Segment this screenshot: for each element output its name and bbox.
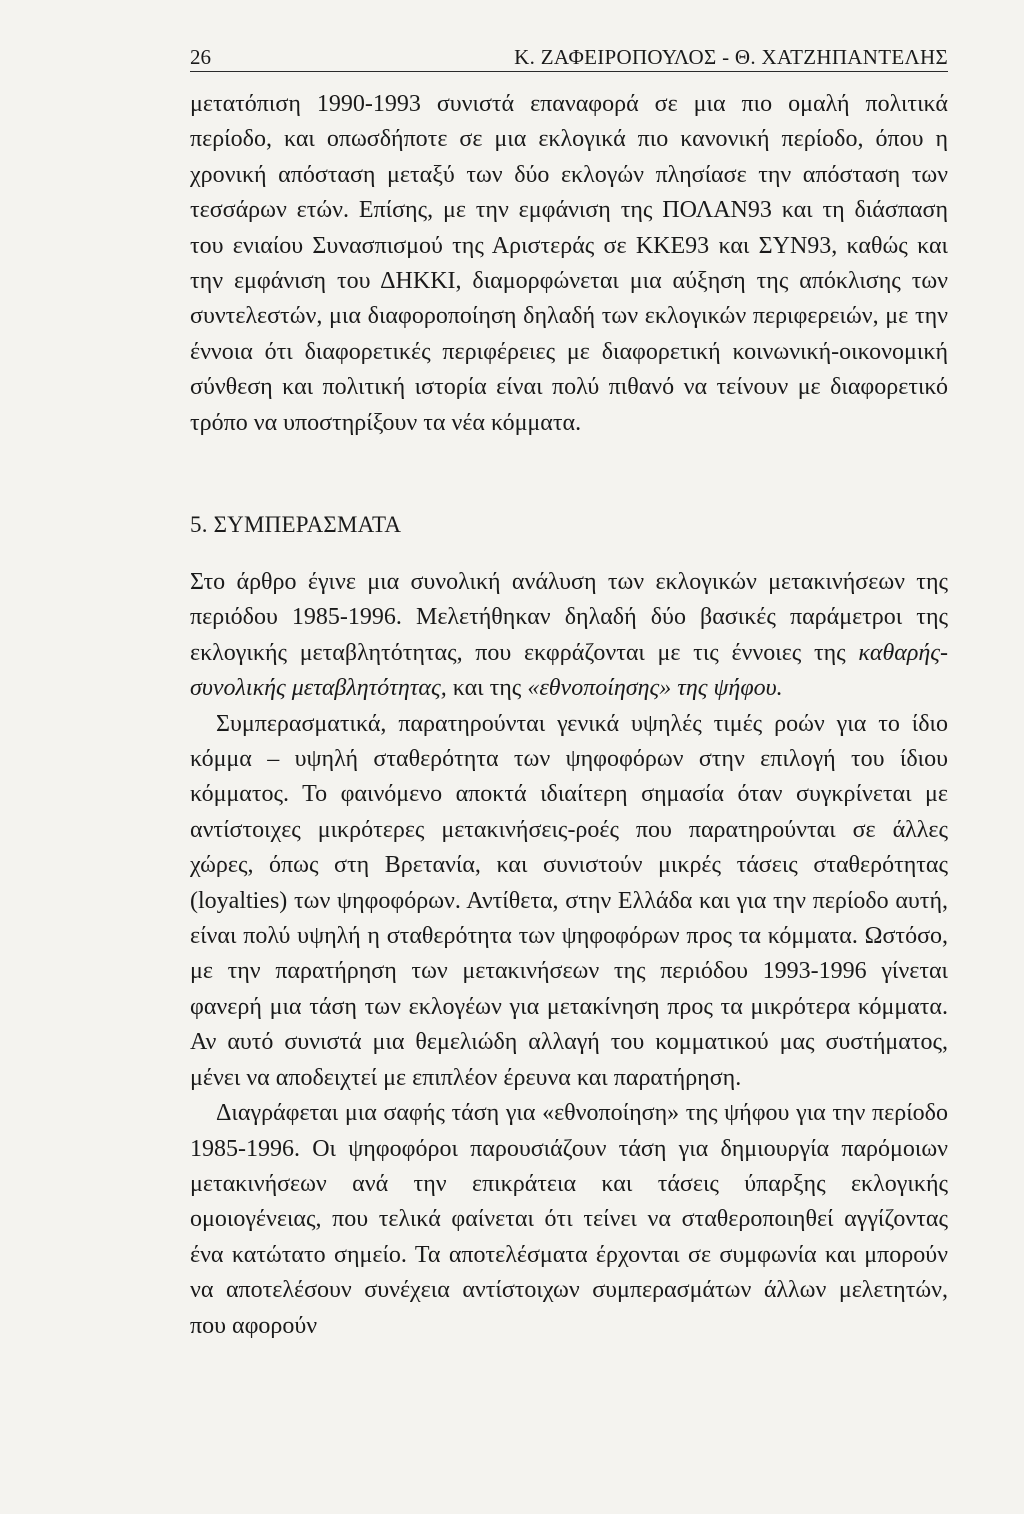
header-rule [190, 71, 948, 72]
conclusions-paragraph-3: Διαγράφεται μια σαφής τάση για «εθνοποίηση» της ψήφου για την περίοδο 1985-1996. Οι ψηφοφόροι παρουσιάζουν τάση για δημιουργία παρόμοιων μετακινήσεων ανά την επικράτεια και τάσεις ύπαρξης εκλογικής ομοιογένειας, που τελικά φαίνεται ότι τείνει να σταθεροποιηθεί αγγίζοντας ένα κατώτατο σημείο. Τα αποτελέσματα έρχονται σε συμφωνία και μπορούν να αποτελέσουν συνέχεια αντίστοιχων συμπερασμάτων άλλων μελετητών, που αφορούν [190, 1100, 948, 1339]
conclusions-paragraph-2: Συμπερασματικά, παρατηρούνται γενικά υψηλές τιμές ροών για το ίδιο κόμμα – υψηλή σταθερότητα των ψηφοφόρων στην επιλογή του ίδιου κόμματος. Το φαινόμενο αποκτά ιδιαίτερη σημασία όταν συγκρίνεται με αντίστοιχες μικρότερες μετακινήσεις-ροές που παρατηρούνται σε άλλες χώρες, όπως στη Βρετανία, και συνιστούν μικρές τάσεις σταθερότητας (loyalties) των ψηφοφόρων. Αντίθετα, στην Ελλάδα και για την περίοδο αυτή, είναι πολύ υψηλή η σταθερότητα των ψηφοφόρων προς τα κόμματα. Ωστόσο, με την παρατήρηση των μετακινήσεων της περιόδου 1993-1996 γίνεται φανερή μια τάση των εκλογέων για μετακίνηση προς τα μικρότερα κόμματα. Αν αυτό συνιστά μια θεμελιώδη αλλαγή του κομματικού μας συστήματος, μένει να αποδειχτεί με επιπλέον έρευνα και παρατήρηση. [190, 710, 948, 1091]
paragraph-1-text-a: Στο άρθρο έγινε μια συνολική ανάλυση των εκλογικών μετακινήσεων της περιόδου 1985-1996. Μελετήθηκαν δηλαδή δύο βασικές παράμετροι της εκλογικής μεταβλητότητας, που εκφράζονται με τις έννοιες της [190, 569, 948, 666]
paragraph-1-italic-term-a: καθαρής-συνολικής μεταβλητότητας, [190, 639, 948, 702]
running-head [190, 44, 948, 70]
running-title: Κ. ΖΑΦΕΙΡΟΠΟΥΛΟΣ - Θ. ΧΑΤΖΗΠΑΝΤΕΛΗΣ [514, 45, 948, 69]
conclusions-paragraph-1 [190, 565, 948, 707]
page-number: 26 [190, 45, 211, 69]
section-heading: 5. ΣΥΜΠΕΡΑΣΜΑΤΑ [190, 512, 402, 537]
intro-text-block [190, 87, 948, 441]
paragraph-1-text-b: και της [446, 675, 528, 702]
conclusions-text-block [190, 565, 948, 1344]
paragraph-1-italic-term-b: «εθνοποίησης» της ψήφου. [527, 675, 783, 702]
intro-paragraph: μετατόπιση 1990-1993 συνιστά επαναφορά σε μια πιο ομαλή πολιτικά περίοδο, και οπωσδήποτε σε μια εκλογικά πιο κανονική περίοδο, όπου η χρονική απόσταση μεταξύ των δύο εκλογών πλησίασε την απόσταση των τεσσάρων ετών. Επίσης, με την εμφάνιση της ΠΟΛΑΝ93 και τη διάσπαση του ενιαίου Συνασπισμού της Αριστεράς σε ΚΚΕ93 και ΣΥΝ93, καθώς και την εμφάνιση του ΔΗΚΚΙ, διαμορφώνεται μια αύξηση της απόκλισης των συντελεστών, μια διαφοροποίηση δηλαδή των εκλογικών περιφερειών, με την έννοια ότι διαφορετικές περιφέρειες με διαφορετική κοινωνική-οικονομική σύνθεση και πολιτική ιστορία είναι πολύ πιθανό να τείνουν με διαφορετικό τρόπο να υποστηρίξουν τα νέα κόμματα. [190, 91, 948, 436]
